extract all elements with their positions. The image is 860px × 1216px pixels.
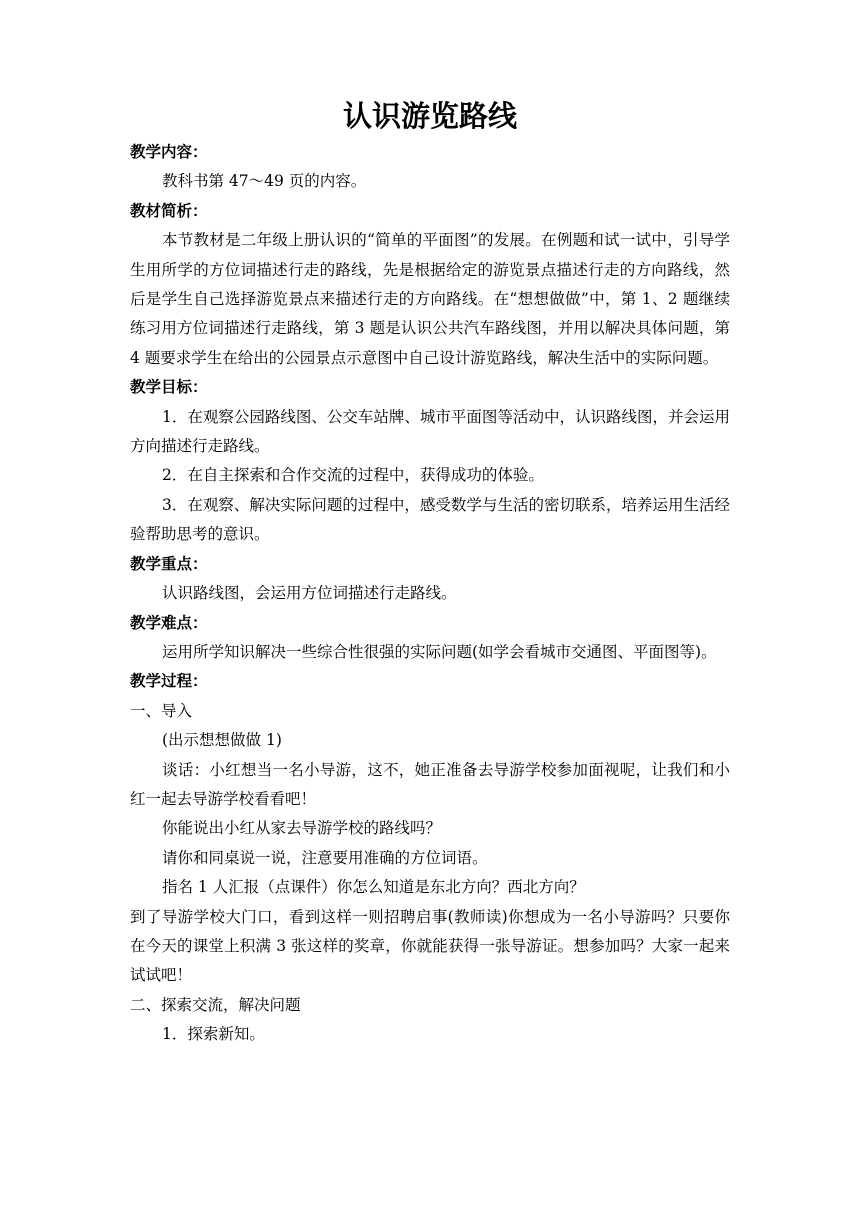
paragraph: 教科书第 47～49 页的内容。 bbox=[162, 172, 367, 191]
section-heading-goals: 教学目标： bbox=[130, 378, 208, 397]
paragraph: 2．在自主探索和合作交流的过程中，获得成功的体验。 bbox=[162, 466, 544, 485]
subsection-heading: 二、探索交流，解决问题 bbox=[130, 995, 301, 1014]
section-heading-process: 教学过程： bbox=[130, 672, 208, 691]
paragraph: 本节教材是二年级上册认识的“简单的平面图”的发展。在例题和试一试中，引导学生用所学的方位词描述行走的路线，先是根据给定的游览景点描述行走的方向路线，然后是学生自己选择游览景点来描述行走的方向路线。在“想想做做”中，第 1、2 题继续练习用方位词描述行走路线，第 3 题是认识公共汽车路线图，并用以解决具体问题，第 4 题要求学生在给出的公园景点示意图中自己设计游览路线，解决生活中的实际问题。 bbox=[130, 231, 730, 367]
document-title: 认识游览路线 bbox=[342, 99, 517, 133]
section-heading-analysis: 教材简析： bbox=[130, 201, 208, 220]
paragraph: 运用所学知识解决一些综合性很强的实际问题(如学会看城市交通图、平面图等)。 bbox=[162, 642, 717, 661]
paragraph: 认识路线图，会运用方位词描述行走路线。 bbox=[162, 584, 457, 603]
paragraph: 1．探索新知。 bbox=[162, 1025, 265, 1044]
paragraph: 请你和同桌说一说，注意要用准确的方位词语。 bbox=[162, 848, 488, 867]
paragraph: (出示想想做做 1) bbox=[162, 731, 282, 750]
paragraph: 指名 1 人汇报（点课件）你怎么知道是东北方向？西北方向？ bbox=[162, 878, 585, 897]
paragraph: 你能说出小红从家去导游学校的路线吗？ bbox=[162, 819, 442, 838]
subsection-heading: 一、导入 bbox=[130, 701, 193, 720]
section-heading-key-points: 教学重点： bbox=[130, 554, 208, 573]
section-heading-difficulties: 教学难点： bbox=[130, 613, 208, 632]
paragraph: 谈话：小红想当一名小导游，这不，她正准备去导游学校参加面视呢，让我们和小红一起去导游学校看看吧！ bbox=[130, 760, 730, 808]
section-heading-content: 教学内容： bbox=[130, 143, 208, 161]
paragraph: 3．在观察、解决实际问题的过程中，感受数学与生活的密切联系，培养运用生活经验帮助思考的意识。 bbox=[130, 495, 730, 544]
paragraph: 到了导游学校大门口，看到这样一则招聘启事(教师读)你想成为一名小导游吗？只要你在今天的课堂上积满 3 张这样的奖章，你就能获得一张导游证。想参加吗？大家一起来试试吧！ bbox=[130, 907, 730, 985]
paragraph: 1．在观察公园路线图、公交车站牌、城市平面图等活动中，认识路线图，并会运用方向描述行走路线。 bbox=[130, 407, 730, 456]
